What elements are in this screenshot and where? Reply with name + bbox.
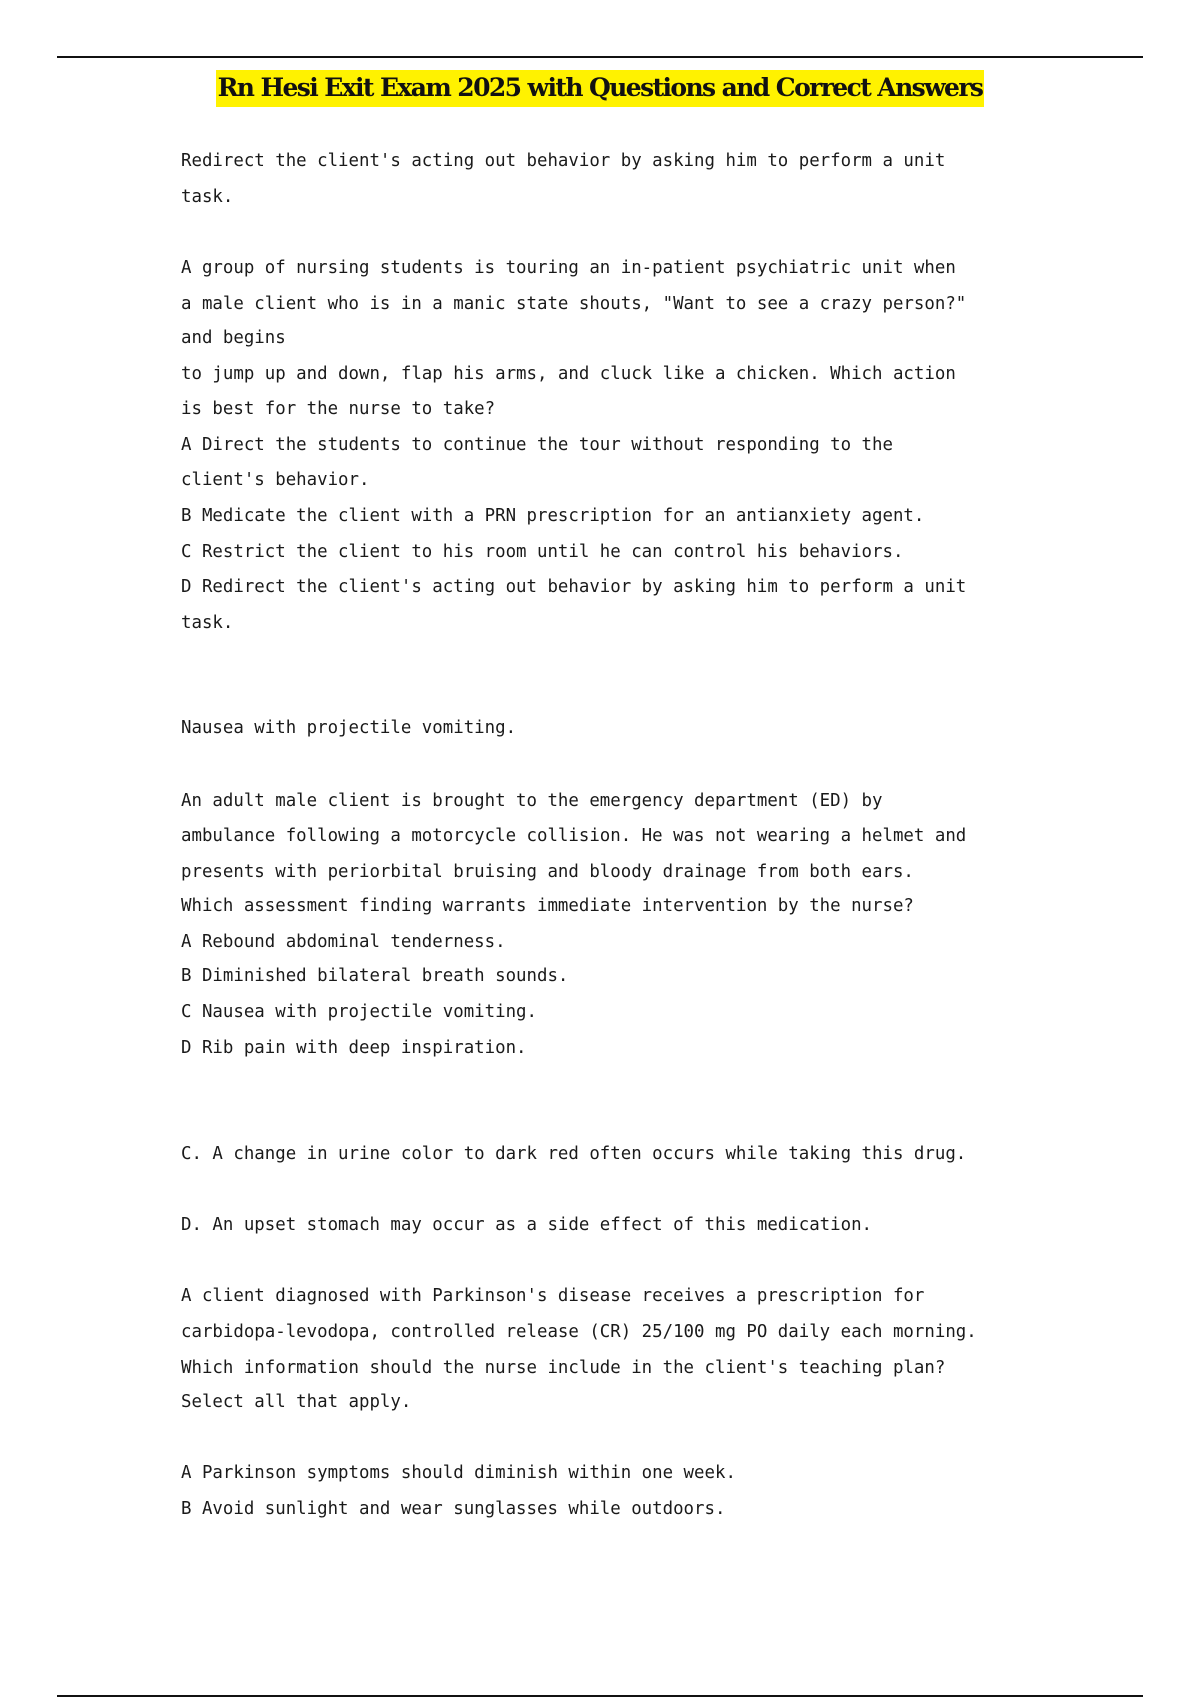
bottom-rule [57, 1695, 1143, 1697]
text-line: C. A change in urine color to dark red often occurs while taking this drug. [181, 1144, 967, 1164]
text-line: client's behavior. [181, 470, 370, 490]
text-line: Select all that apply. [181, 1392, 412, 1412]
text-line: Which information should the nurse include in the client's teaching plan? [181, 1358, 946, 1378]
text-line: ambulance following a motorcycle collision. He was not wearing a helmet and [181, 826, 967, 846]
text-line: C Nausea with projectile vomiting. [181, 1002, 537, 1022]
text-line: B Avoid sunlight and wear sunglasses while outdoors. [181, 1499, 726, 1519]
text-line: D Rib pain with deep inspiration. [181, 1038, 527, 1058]
text-line: D. An upset stomach may occur as a side effect of this medication. [181, 1215, 873, 1235]
text-line: A Parkinson symptoms should diminish within one week. [181, 1463, 736, 1483]
top-rule [57, 56, 1143, 58]
text-line: B Diminished bilateral breath sounds. [181, 966, 569, 986]
text-line: a male client who is in a manic state shouts, "Want to see a crazy person?" [181, 294, 967, 314]
text-line: Which assessment finding warrants immediate intervention by the nurse? [181, 896, 914, 916]
text-line: A Direct the students to continue the tour without responding to the [181, 435, 893, 455]
title-container [0, 70, 1200, 107]
text-line: is best for the nurse to take? [181, 399, 496, 419]
text-line: B Medicate the client with a PRN prescription for an antianxiety agent. [181, 506, 925, 526]
page-title: Rn Hesi Exit Exam 2025 with Questions and Correct Answers [216, 70, 985, 107]
text-line: C Restrict the client to his room until he can control his behaviors. [181, 542, 904, 562]
text-line: and begins [181, 328, 286, 348]
text-line: task. [181, 187, 234, 207]
text-line: carbidopa-levodopa, controlled release (CR) 25/100 mg PO daily each morning. [181, 1322, 977, 1342]
text-line: task. [181, 613, 234, 633]
text-line: to jump up and down, flap his arms, and cluck like a chicken. Which action [181, 364, 956, 384]
text-line: A group of nursing students is touring an in-patient psychiatric unit when [181, 258, 956, 278]
text-line: presents with periorbital bruising and bloody drainage from both ears. [181, 862, 914, 882]
text-line: D Redirect the client's acting out behavior by asking him to perform a unit [181, 577, 967, 597]
text-line: A client diagnosed with Parkinson's disease receives a prescription for [181, 1286, 925, 1306]
text-line: An adult male client is brought to the emergency department (ED) by [181, 791, 883, 811]
text-line: Nausea with projectile vomiting. [181, 718, 517, 738]
text-line: A Rebound abdominal tenderness. [181, 932, 506, 952]
text-line: Redirect the client's acting out behavior by asking him to perform a unit [181, 151, 946, 171]
